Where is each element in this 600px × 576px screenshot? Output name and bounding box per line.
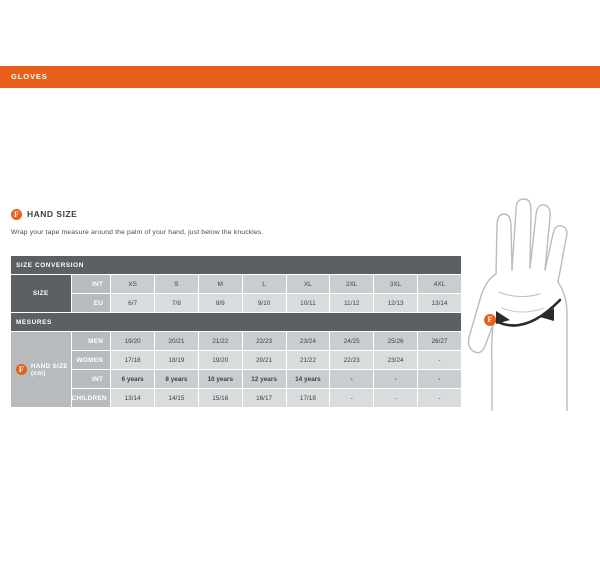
hand-size-description: Wrap your tape measure around the palm of your hand, just below the knuckles. — [11, 229, 264, 236]
row-label: MEN — [71, 332, 111, 351]
table-cell: 7/8 — [155, 294, 199, 313]
table-cell: XL — [286, 275, 330, 294]
table-cell: 6/7 — [111, 294, 155, 313]
table-cell: 19/20 — [111, 332, 155, 351]
table-cell: 22/23 — [330, 351, 374, 370]
table-cell: 11/12 — [330, 294, 374, 313]
table-cell: 21/22 — [286, 351, 330, 370]
table-cell: - — [330, 370, 374, 389]
table-cell: 21/22 — [198, 332, 242, 351]
table-cell: 12 years — [242, 370, 286, 389]
table-cell: - — [330, 389, 374, 408]
letter-f-badge-icon: F — [484, 314, 496, 326]
row-label: WOMEN — [71, 351, 111, 370]
table-cell: M — [198, 275, 242, 294]
table-cell: 3XL — [374, 275, 418, 294]
row-group-label-hand-size — [11, 332, 72, 408]
table-cell: 6 years — [111, 370, 155, 389]
letter-f-badge-icon: F — [16, 364, 27, 375]
band-size-conversion — [11, 256, 462, 275]
table-cell: 8 years — [155, 370, 199, 389]
table-row — [11, 389, 462, 408]
table-cell: 8/9 — [198, 294, 242, 313]
table-band-row — [11, 313, 462, 332]
table-cell: 23/24 — [286, 332, 330, 351]
table-row — [11, 351, 462, 370]
table-cell: 23/24 — [374, 351, 418, 370]
band-size-conversion-label: SIZE CONVERSION — [16, 261, 84, 269]
hand-measure-illustration — [466, 196, 594, 411]
table-cell: 13/14 — [111, 389, 155, 408]
table-cell: - — [374, 389, 418, 408]
letter-f-badge-icon: F — [11, 209, 22, 220]
hand-size-heading — [11, 208, 77, 220]
table-cell: 16/17 — [242, 389, 286, 408]
size-table-wrapper — [10, 255, 462, 408]
row-group-label-size: SIZE — [11, 275, 72, 313]
table-cell: - — [417, 370, 461, 389]
table-cell: 4XL — [417, 275, 461, 294]
table-cell: 25/26 — [374, 332, 418, 351]
table-cell: 14/15 — [155, 389, 199, 408]
table-cell: 20/21 — [155, 332, 199, 351]
table-row — [11, 294, 462, 313]
table-cell: 17/18 — [286, 389, 330, 408]
size-conversion-table — [10, 255, 462, 408]
table-cell: 2XL — [330, 275, 374, 294]
table-cell: 18/19 — [155, 351, 199, 370]
table-cell: 12/13 — [374, 294, 418, 313]
hand-size-heading-label: HAND SIZE — [27, 209, 78, 219]
page-title: GLOVES — [11, 72, 48, 81]
table-cell: 17/18 — [111, 351, 155, 370]
row-label: INT — [71, 275, 111, 294]
table-row — [11, 332, 462, 351]
table-cell: 24/25 — [330, 332, 374, 351]
table-cell: 9/10 — [242, 294, 286, 313]
table-cell: 15/16 — [198, 389, 242, 408]
page-header-bar — [0, 66, 600, 88]
table-cell: 22/23 — [242, 332, 286, 351]
table-cell: XS — [111, 275, 155, 294]
table-cell: 10/11 — [286, 294, 330, 313]
band-measures — [11, 313, 462, 332]
table-cell: 10 years — [198, 370, 242, 389]
table-cell: - — [374, 370, 418, 389]
table-cell: S — [155, 275, 199, 294]
table-cell: 14 years — [286, 370, 330, 389]
table-cell: 13/14 — [417, 294, 461, 313]
row-label: CHILDREN — [71, 389, 111, 408]
row-label: EU — [71, 294, 111, 313]
band-measures-label: MESURES — [16, 318, 52, 326]
table-cell: 19/20 — [198, 351, 242, 370]
table-cell: 20/21 — [242, 351, 286, 370]
table-band-row — [11, 256, 462, 275]
table-cell: - — [417, 351, 461, 370]
table-cell: L — [242, 275, 286, 294]
row-label: INT — [71, 370, 111, 389]
table-row — [11, 370, 462, 389]
row-group-label-text: HAND SIZE (cm) — [31, 362, 68, 377]
table-cell: - — [417, 389, 461, 408]
table-cell: 26/27 — [417, 332, 461, 351]
table-row — [11, 275, 462, 294]
